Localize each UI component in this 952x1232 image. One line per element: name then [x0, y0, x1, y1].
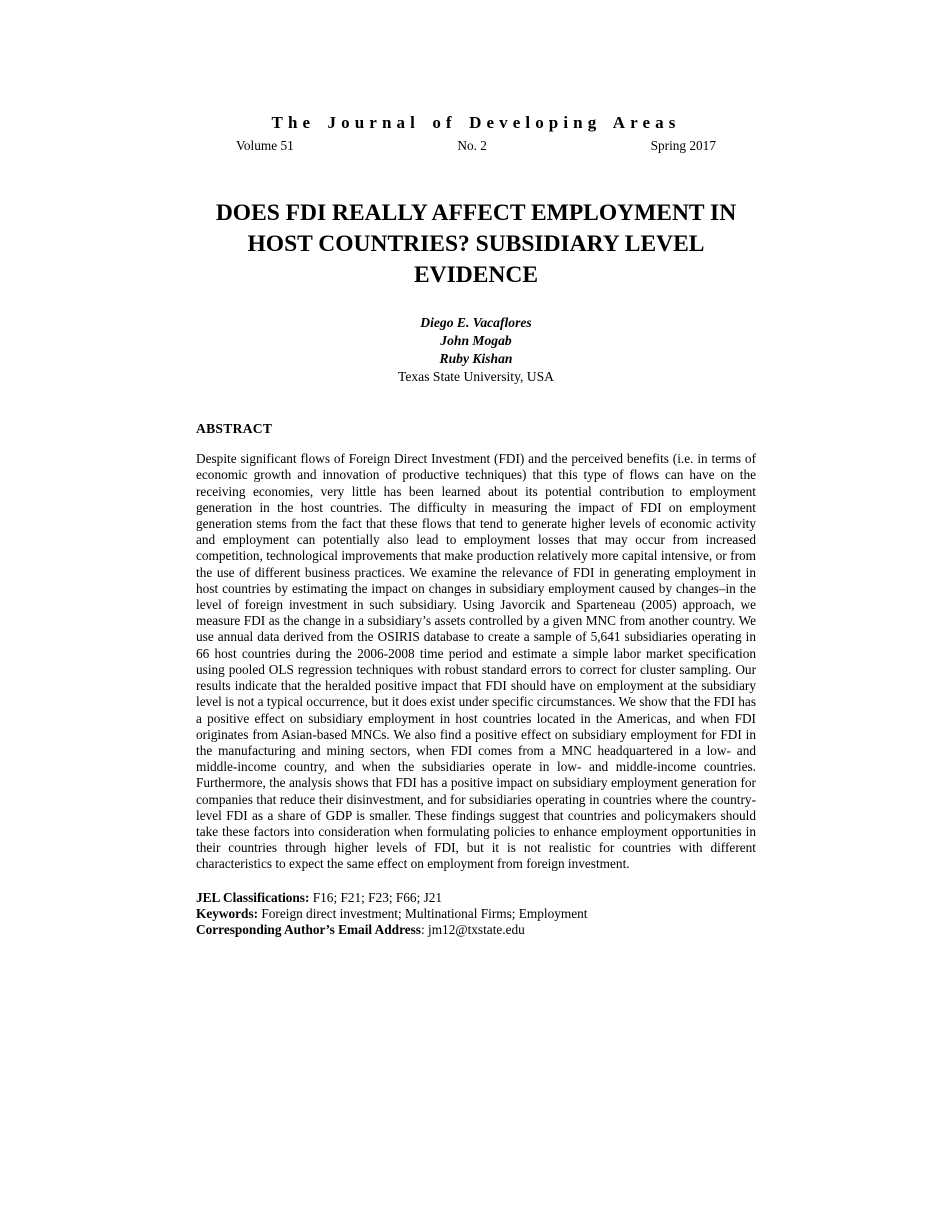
author-affiliation: Texas State University, USA — [398, 369, 554, 385]
author-name-3: Ruby Kishan — [439, 351, 513, 367]
authors-block — [0, 314, 952, 386]
abstract-section — [196, 421, 756, 872]
article-title-line-1: DOES FDI REALLY AFFECT EMPLOYMENT IN — [215, 200, 737, 227]
journal-header — [236, 0, 716, 154]
author-name-2: John Mogab — [440, 333, 512, 349]
jel-classifications-value: F16; F21; F23; F66; J21 — [309, 889, 443, 905]
abstract-body: Despite significant flows of Foreign Direct Investment (FDI) and the perceived benefits (i.e. in terms of economic growth and innovation of productive techniques) that this type of flows can have on the receiving economies, very little has been learned about its potential contribution to employment generation in the host countries. The difficulty in measuring the impact of FDI on employment generation stems from the fact that these flows that tend to generate higher levels of economic activity and employment can potentially also lead to employment losses that may occur from increased competition, technological improvements that make production relatively more capital intensive, or from the use of different business practices. We examine the relevance of FDI in generating employment in host countries by estimating the impact on changes in subsidiary employment caused by changes–in the level of foreign investment in such subsidiary. Using Javorcik and Sparteneau (2005) approach, we measure FDI as the change in a subsidiary’s assets controlled by a given MNC from another country. We use annual data derived from the OSIRIS database to create a sample of 5,641 subsidiaries operating in 66 host countries during the 2006-2008 time period and estimate a simple labor market specification using pooled OLS regression techniques with robust standard errors to correct for cluster sampling. Our results indicate that the heralded positive impact that FDI should have on employment at the subsidiary level is not a typical occurrence, but it does exist under specific circumstances. We show that the FDI has a positive effect on subsidiary employment in host countries located in the Americas, and when FDI originates from Asian-based MNCs. We also find a positive effect on subsidiary employment for FDI in the manufacturing and mining sectors, when FDI comes from a MNC headquartered in a low- and middle-income country, and when the subsidiaries operate in low- and middle-income countries. Furthermore, the analysis shows that FDI has a positive impact on subsidiary employment generation for companies that reduce their disinvestment, and for subsidiaries operating in countries where the country-level FDI as a share of GDP is smaller. These findings suggest that countries and policymakers should take these factors into consideration when formulating policies to enhance employment opportunities in their countries through higher levels of FDI, but it is not realistic for countries with different characteristics to expect the same effect on employment from foreign investment. — [196, 451, 756, 872]
volume-label: Volume 51 — [236, 138, 294, 154]
article-title — [166, 198, 786, 291]
issue-label: No. 2 — [457, 138, 487, 154]
volume-row — [236, 138, 716, 154]
jel-classifications-line — [196, 890, 756, 906]
corresponding-email-value: : jm12@txstate.edu — [420, 922, 525, 938]
journal-title: The Journal of Developing Areas — [271, 113, 681, 132]
season-label: Spring 2017 — [650, 138, 716, 154]
corresponding-email-label: Corresponding Author’s Email Address — [196, 922, 421, 938]
article-title-line-3: EVIDENCE — [413, 262, 539, 289]
keywords-label: Keywords: — [196, 905, 259, 921]
author-name-1: Diego E. Vacaflores — [420, 315, 532, 331]
keywords-value: Foreign direct investment; Multinational Firms; Employment — [258, 905, 588, 921]
corresponding-email-line — [196, 922, 756, 938]
article-title-line-2: HOST COUNTRIES? SUBSIDIARY LEVEL — [247, 231, 705, 258]
article-meta-block — [196, 890, 756, 939]
jel-classifications-label: JEL Classifications: — [196, 889, 310, 905]
keywords-line — [196, 906, 756, 922]
abstract-heading: ABSTRACT — [196, 421, 273, 437]
